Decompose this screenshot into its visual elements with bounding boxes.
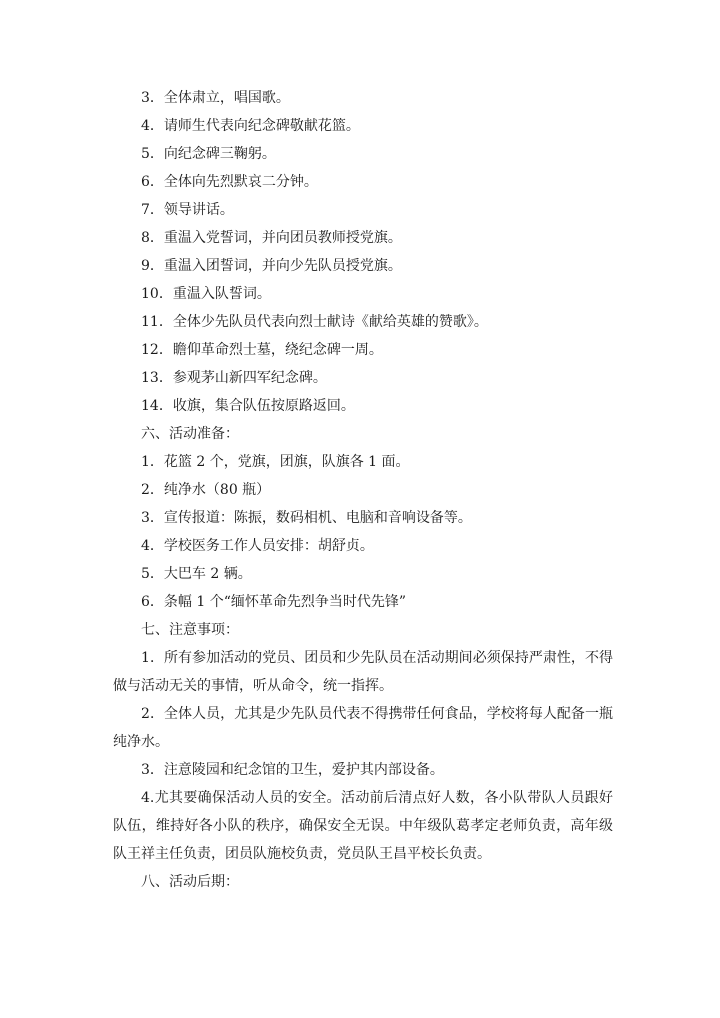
list-item: 4．请师生代表向纪念碑敬献花篮。	[141, 118, 360, 134]
list-item: 6．全体向先烈默哀二分钟。	[141, 174, 318, 190]
section-heading: 八、活动后期：	[141, 874, 239, 890]
list-item: 11．全体少先队员代表向烈士献诗《献给英雄的赞歌》。	[141, 314, 488, 330]
list-item: 10．重温入队誓词。	[141, 286, 271, 302]
list-item: 3．全体肃立，唱国歌。	[141, 90, 290, 106]
list-item: 4.尤其要确保活动人员的安全。活动前后清点好人数，各小队带队人员跟好队伍，维持好各小队的秩序，确保安全无误。中年级队葛孝定老师负责，高年级队王祥主任负责，团员队施校负责，党员队王昌平校长负责。	[113, 790, 613, 862]
list-item: 3．注意陵园和纪念馆的卫生，爱护其内部设备。	[141, 762, 444, 778]
list-item: 5．大巴车 2 辆。	[141, 566, 252, 582]
list-item: 7．领导讲话。	[141, 202, 234, 218]
section-heading: 六、活动准备：	[141, 426, 239, 442]
list-item: 1．花篮 2 个，党旗，团旗，队旗各 1 面。	[141, 454, 410, 470]
list-item: 9．重温入团誓词，并向少先队员授党旗。	[141, 258, 402, 274]
section-heading: 七、注意事项：	[141, 622, 239, 638]
list-item: 1．所有参加活动的党员、团员和少先队员在活动期间必须保持严肃性，不得做与活动无关的事情，听从命令，统一指挥。	[113, 650, 613, 694]
list-item: 8．重温入党誓词，并向团员教师授党旗。	[141, 230, 402, 246]
list-item: 13．参观茅山新四军纪念碑。	[141, 370, 327, 386]
list-item: 2．纯净水（80 瓶）	[141, 482, 271, 498]
list-item: 12．瞻仰革命烈士墓，绕纪念碑一周。	[141, 342, 383, 358]
list-item: 2．全体人员，尤其是少先队员代表不得携带任何食品，学校将每人配备一瓶纯净水。	[113, 706, 613, 750]
list-item: 14．收旗，集合队伍按原路返回。	[141, 398, 355, 414]
list-item: 6．条幅 1 个“缅怀革命先烈争当时代先锋”	[141, 594, 407, 610]
list-item: 3．宣传报道：陈振，数码相机、电脑和音响设备等。	[141, 510, 472, 526]
document-body	[113, 84, 613, 896]
list-item: 4．学校医务工作人员安排：胡舒贞。	[141, 538, 374, 554]
list-item: 5．向纪念碑三鞠躬。	[141, 146, 276, 162]
